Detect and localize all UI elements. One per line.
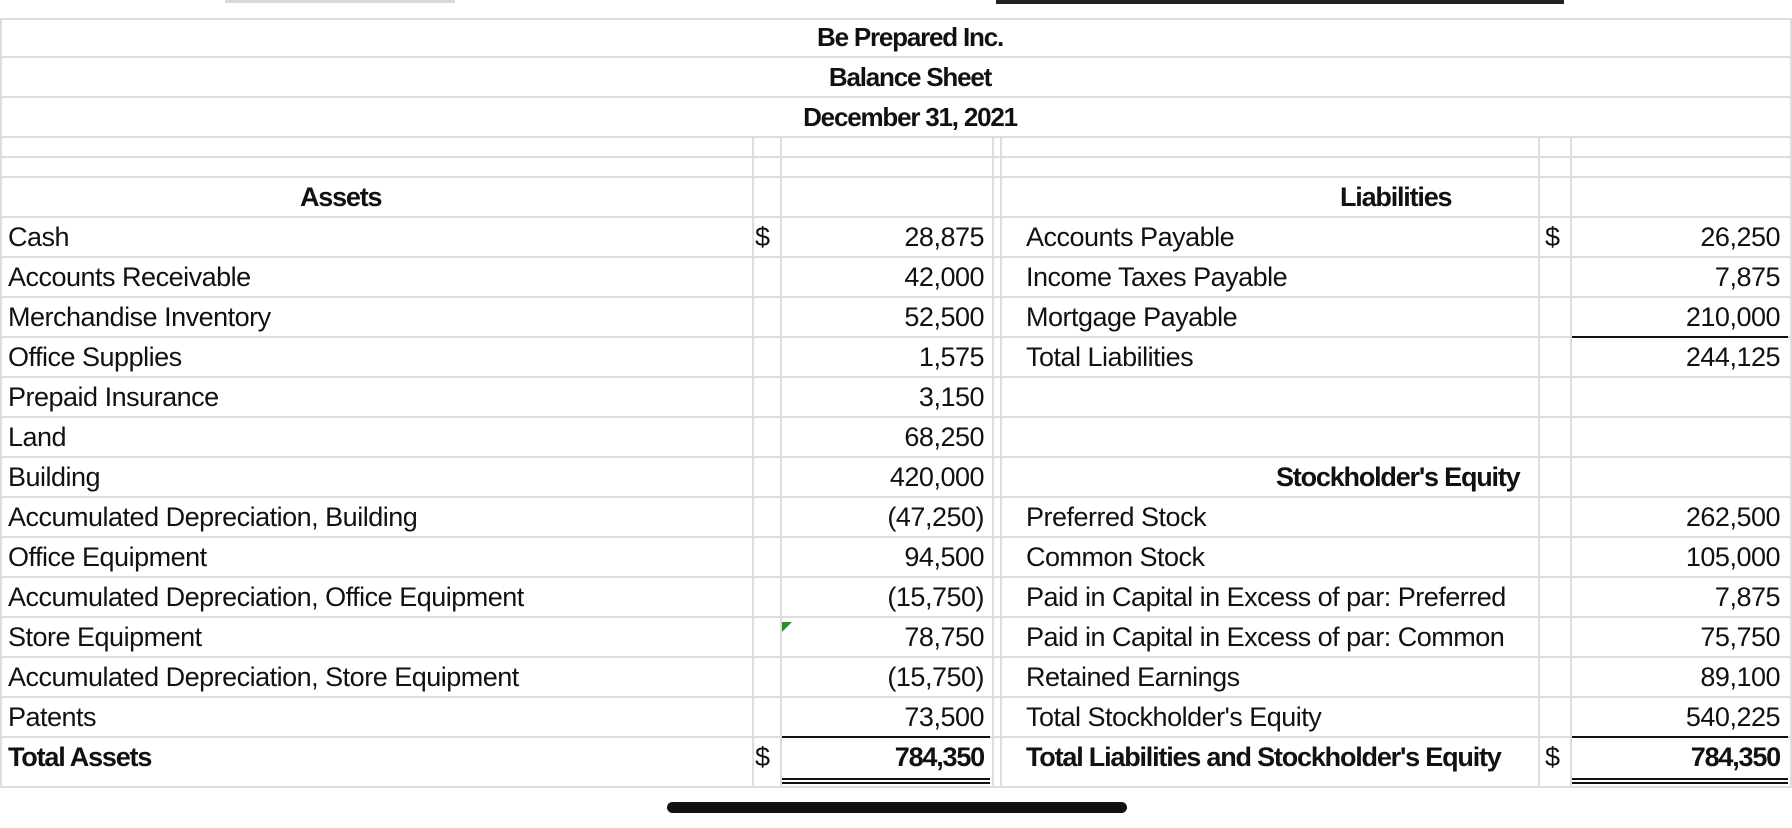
- equity-label[interactable]: Common Stock: [1026, 542, 1205, 572]
- asset-label[interactable]: Land: [8, 422, 67, 452]
- asset-value[interactable]: 73,500: [904, 702, 984, 732]
- total-liabilities-label[interactable]: Total Liabilities: [1026, 342, 1194, 372]
- double-underline: [782, 778, 990, 784]
- grand-total-value[interactable]: 784,350: [1690, 742, 1780, 772]
- gridline: [992, 136, 994, 788]
- equity-value[interactable]: 105,000: [1685, 542, 1780, 572]
- asset-label[interactable]: Accounts Receivable: [8, 262, 251, 292]
- assets-heading[interactable]: Assets: [300, 182, 382, 212]
- liability-label[interactable]: Income Taxes Payable: [1026, 262, 1288, 292]
- asset-label[interactable]: Office Equipment: [8, 542, 207, 572]
- equity-label[interactable]: Preferred Stock: [1026, 502, 1207, 532]
- equity-value[interactable]: 262,500: [1685, 502, 1780, 532]
- home-indicator-bar[interactable]: [667, 802, 1127, 813]
- liability-label[interactable]: Mortgage Payable: [1026, 302, 1238, 332]
- equity-value[interactable]: 75,750: [1700, 622, 1780, 652]
- asset-label[interactable]: Office Supplies: [8, 342, 182, 372]
- asset-value[interactable]: 28,875: [904, 222, 984, 252]
- gridline: [752, 136, 754, 788]
- asset-value[interactable]: 42,000: [904, 262, 984, 292]
- double-underline: [1572, 778, 1788, 784]
- asset-value[interactable]: (47,250): [887, 502, 984, 532]
- equity-label[interactable]: Paid in Capital in Excess of par: Common: [1026, 622, 1505, 652]
- asset-label[interactable]: Building: [8, 462, 101, 492]
- asset-label[interactable]: Store Equipment: [8, 622, 202, 652]
- currency-symbol: $: [755, 222, 770, 252]
- currency-symbol: $: [755, 742, 770, 772]
- equity-heading[interactable]: Stockholder's Equity: [1276, 462, 1520, 492]
- cell-comment-marker[interactable]: [782, 622, 792, 632]
- liability-value[interactable]: 210,000: [1685, 302, 1780, 332]
- gridline: [780, 136, 782, 788]
- asset-value[interactable]: 420,000: [889, 462, 984, 492]
- liabilities-heading[interactable]: Liabilities: [1340, 182, 1452, 212]
- asset-label[interactable]: Accumulated Depreciation, Store Equipment: [8, 662, 519, 692]
- total-liabilities-value[interactable]: 244,125: [1685, 342, 1780, 372]
- top-toolbar-strip: [0, 0, 1792, 18]
- liability-value[interactable]: 7,875: [1714, 262, 1780, 292]
- gridline: [0, 18, 2, 788]
- asset-label[interactable]: Accumulated Depreciation, Office Equipment: [8, 582, 524, 612]
- asset-label[interactable]: Patents: [8, 702, 97, 732]
- liability-label[interactable]: Accounts Payable: [1026, 222, 1235, 252]
- asset-value[interactable]: (15,750): [887, 662, 984, 692]
- asset-label[interactable]: Prepaid Insurance: [8, 382, 219, 412]
- asset-label[interactable]: Accumulated Depreciation, Building: [8, 502, 418, 532]
- total-equity-label[interactable]: Total Stockholder's Equity: [1026, 702, 1322, 732]
- currency-symbol: $: [1545, 222, 1560, 252]
- gridline: [0, 156, 1792, 158]
- liability-value[interactable]: 26,250: [1700, 222, 1780, 252]
- asset-value[interactable]: (15,750): [887, 582, 984, 612]
- asset-label[interactable]: Merchandise Inventory: [8, 302, 271, 332]
- statement-date[interactable]: December 31, 2021: [803, 102, 1017, 132]
- asset-value[interactable]: 1,575: [918, 342, 984, 372]
- asset-value[interactable]: 94,500: [904, 542, 984, 572]
- currency-symbol: $: [1545, 742, 1560, 772]
- equity-label[interactable]: Paid in Capital in Excess of par: Preferred: [1026, 582, 1506, 612]
- asset-value[interactable]: 78,750: [904, 622, 984, 652]
- toolbar-divider: [996, 0, 1564, 4]
- equity-value[interactable]: 7,875: [1714, 582, 1780, 612]
- asset-label[interactable]: Cash: [8, 222, 70, 252]
- gridline: [1570, 136, 1572, 788]
- total-assets-label[interactable]: Total Assets: [8, 742, 152, 772]
- toolbar-divider: [225, 0, 455, 3]
- asset-value[interactable]: 52,500: [904, 302, 984, 332]
- statement-title[interactable]: Balance Sheet: [828, 62, 992, 92]
- equity-value[interactable]: 89,100: [1700, 662, 1780, 692]
- total-assets-value[interactable]: 784,350: [894, 742, 984, 772]
- spreadsheet-grid[interactable]: [0, 18, 1792, 788]
- company-name[interactable]: Be Prepared Inc.: [817, 22, 1003, 52]
- grand-total-label[interactable]: Total Liabilities and Stockholder's Equity: [1026, 742, 1501, 772]
- asset-value[interactable]: 3,150: [918, 382, 984, 412]
- asset-value[interactable]: 68,250: [904, 422, 984, 452]
- equity-label[interactable]: Retained Earnings: [1026, 662, 1240, 692]
- gridline: [1000, 136, 1002, 788]
- gridline: [0, 786, 1792, 788]
- total-equity-value[interactable]: 540,225: [1685, 702, 1780, 732]
